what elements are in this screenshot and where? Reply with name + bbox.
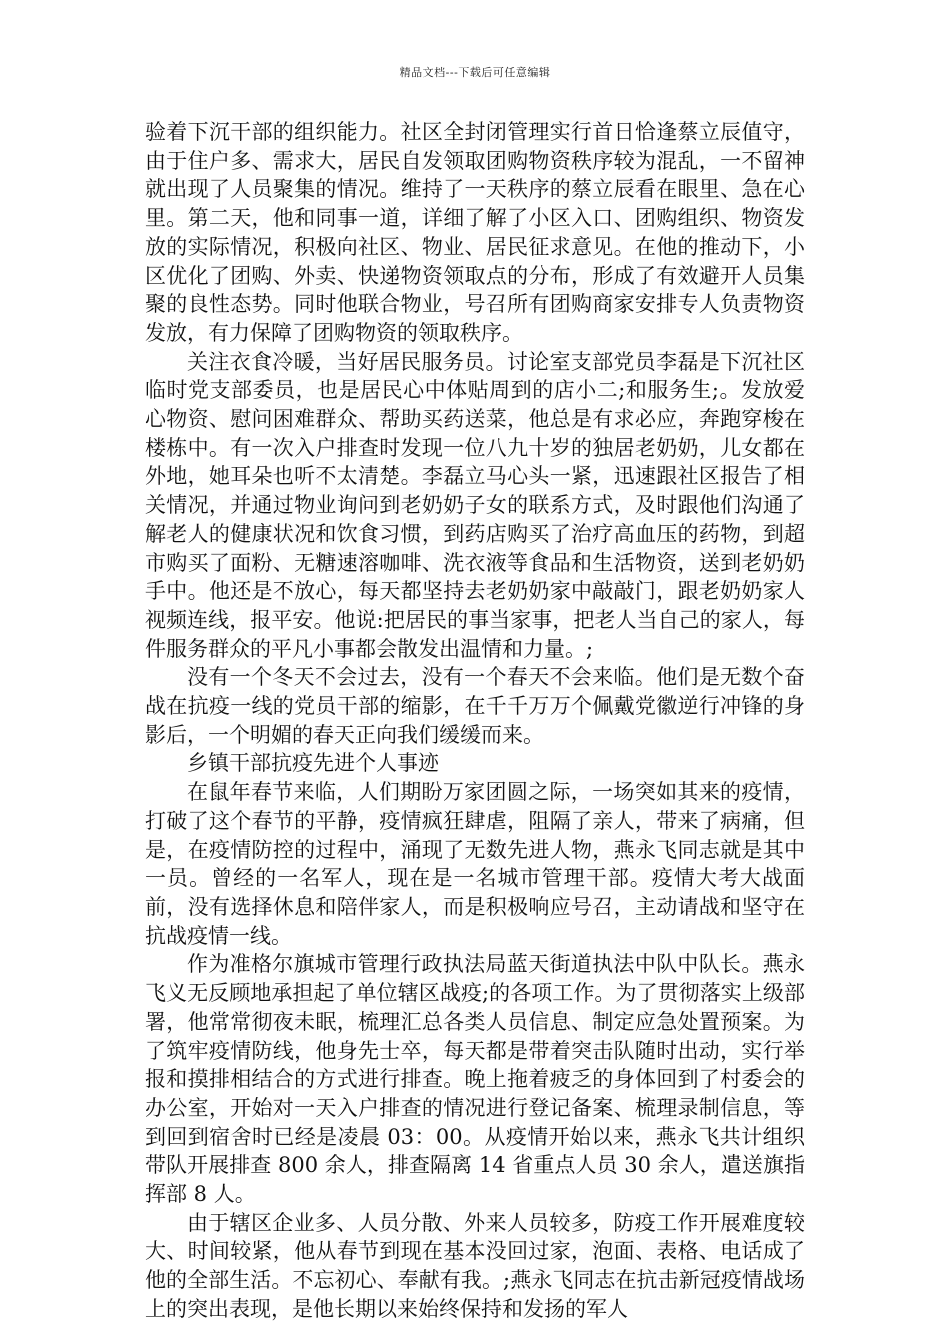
paragraph-li-lei: 关注衣食冷暖，当好居民服务员。讨论室支部党员李磊是下沉社区临时党支部委员，也是居民心中体贴周到的店小二;和服务生;。发放爱心物资、慰问困难群众、帮助买药送菜，他总是有求必应，奔跑穿梭在楼栋中。有一次入户排查时发现一位八九十岁的独居老奶奶，儿女都在外地，她耳朵也听不太清楚。李磊立马心头一紧，迅速跟社区报告了相关情况，并通过物业询问到老奶奶子女的联系方式，及时跟他们沟通了解老人的健康状况和饮食习惯，到药店购买了治疗高血压的药物，到超市购买了面粉、无糖速溶咖啡、洗衣液等食品和生活物资，送到老奶奶手中。他还是不放心，每天都坚持去老奶奶家中敲敲门，跟老奶奶家人视频连线，报平安。他说:把居民的事当家事，把老人当自己的家人，每件服务群众的平凡小事都会散发出温情和力量。; (145, 349, 805, 661)
paragraph-continuation: 验着下沉干部的组织能力。社区全封闭管理实行首日恰逢蔡立辰值守，由于住户多、需求大，居民自发领取团购物资秩序较为混乱，一不留神就出现了人员聚集的情况。维持了一天秩序的蔡立辰看在眼里、急在心里。第二天，他和同事一道，详细了解了小区入口、团购组织、物资发放的实际情况，积极向社区、物业、居民征求意见。在他的推动下，小区优化了团购、外卖、快递物资领取点的分布，形成了有效避开人员集聚的良性态势。同时他联合物业，号召所有团购商家安排专人负责物资发放，有力保障了团购物资的领取秩序。 (145, 120, 805, 345)
paragraph-dedication: 由于辖区企业多、人员分散、外来人员较多，防疫工作开展难度较大、时间较紧，他从春节到现在基本没回过家，泡面、表格、电话成了他的全部生活。不忘初心、奉献有我。;燕永飞同志在抗击新冠疫情战场上的突出表现，是他长期以来始终保持和发扬的军人 (145, 1210, 805, 1321)
paragraph-conclusion: 没有一个冬天不会过去，没有一个春天不会来临。他们是无数个奋战在抗疫一线的党员干部的缩影，在千千万万个佩戴党徽逆行冲锋的身影后，一个明媚的春天正向我们缓缓而来。 (145, 665, 805, 747)
page-header: 精品文档---下载后可任意编辑 (399, 66, 551, 79)
paragraph-intro-yan: 在鼠年春节来临，人们期盼万家团圆之际，一场突如其来的疫情，打破了这个春节的平静，疫情疯狂肆虐，阻隔了亲人，带来了病痛，但是，在疫情防控的过程中，涌现了无数先进人物，燕永飞同志就是其中一员。曾经的一名军人，现在是一名城市管理干部。疫情大考大战面前，没有选择休息和陪伴家人，而是积极响应号召，主动请战和坚守在抗战疫情一线。 (145, 780, 805, 948)
section-heading: 乡镇干部抗疫先进个人事迹 (187, 751, 439, 776)
document-body (145, 118, 805, 1324)
paragraph-squad-leader: 作为准格尔旗城市管理行政执法局蓝天街道执法中队中队长。燕永飞义无反顾地承担起了单位辖区战疫;的各项工作。为了贯彻落实上级部署，他常常彻夜未眠，梳理汇总各类人员信息、制定应急处置预案。为了筑牢疫情防线，他身先士卒，每天都是带着突击队随时出动，实行举报和摸排相结合的方式进行排查。晚上拖着疲乏的身体回到了村委会的办公室，开始对一天入户排查的情况进行登记备案、梳理录制信息，等到回到宿舍时已经是凌晨 03：00。从疫情开始以来，燕永飞共计组织带队开展排查 800 余人，排查隔离 14 省重点人员 30 余人，遣送旗指挥部 8 人。 (145, 952, 805, 1207)
